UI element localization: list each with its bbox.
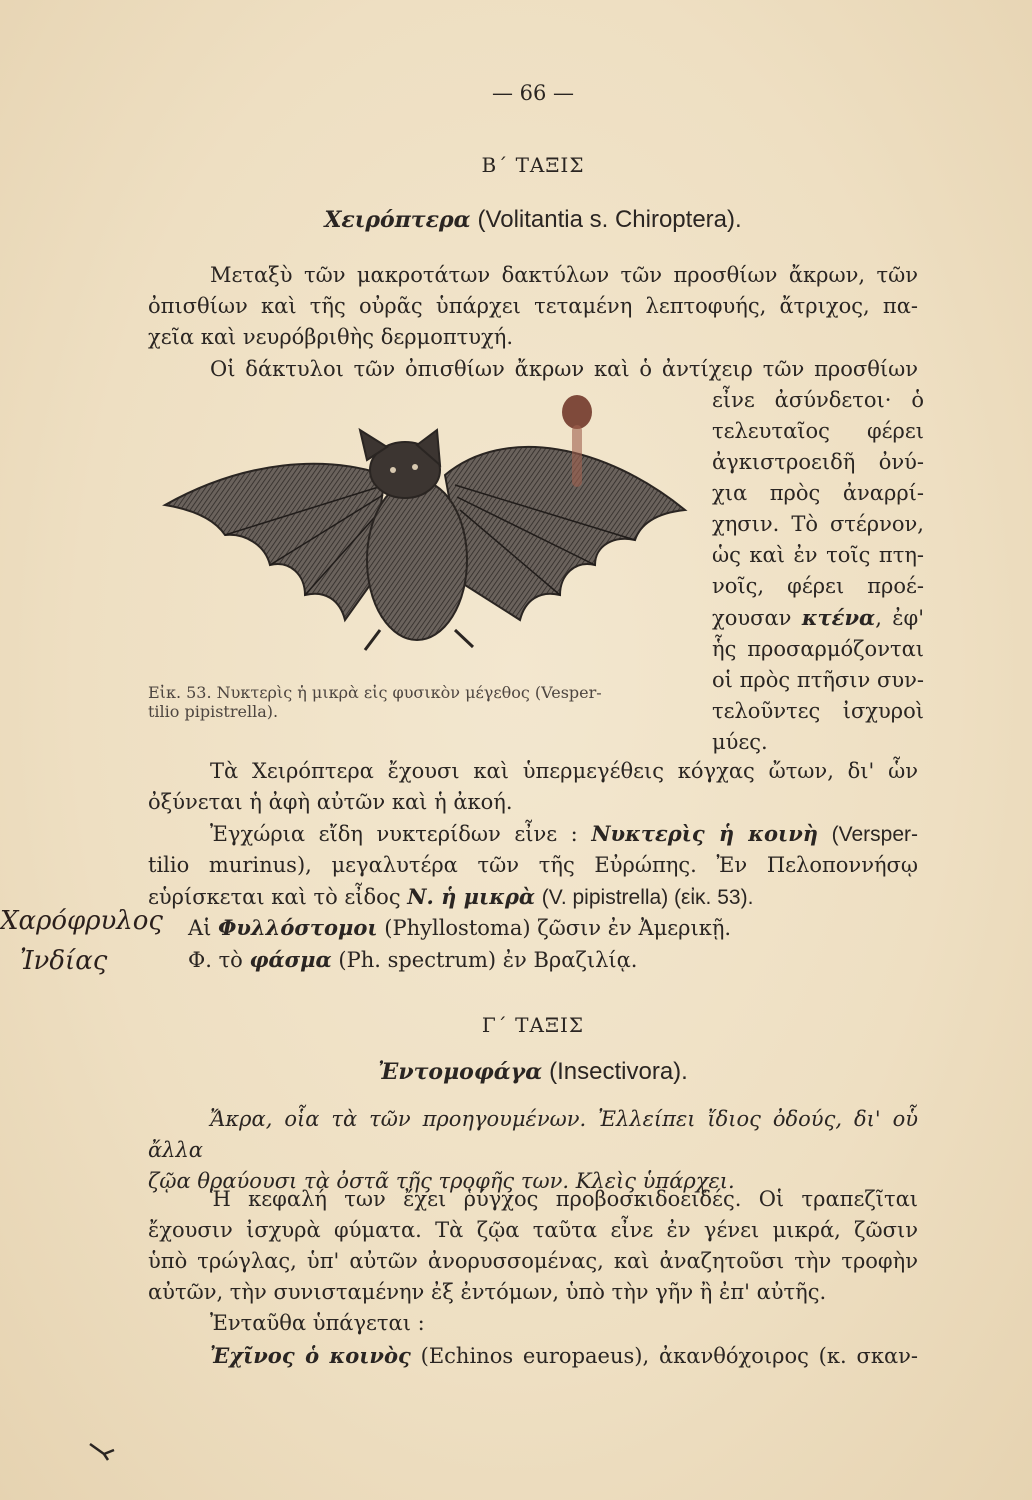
title-latin: (Insectivora). [549, 1058, 688, 1085]
ink-stain [562, 395, 592, 429]
pencil-mark [88, 1440, 118, 1462]
text-line [148, 944, 918, 976]
paragraph-ears [148, 756, 918, 818]
paragraph-hedgehog [148, 1340, 918, 1372]
text-line: ὀξύνεται ἡ ἀφὴ αὐτῶν καὶ ἡ ἀκοή. [148, 790, 513, 814]
paragraph-fingers-side [712, 385, 924, 758]
text-line: ἧς προσαρμόζονται [712, 637, 924, 661]
text-line: Ἄκρα, οἷα τὰ τῶν προηγουμένων. Ἐλλείπει ἴδιος ὀδούς, δι' οὗ ἄλλα [148, 1107, 918, 1162]
caption-line: Εἰκ. 53. Νυκτερὶς ἡ μικρὰ εἰς φυσικὸν μέγεθος (Vesper- [148, 683, 602, 702]
paragraph-included [148, 1308, 918, 1339]
species-name: φάσμα [249, 947, 332, 972]
text-line: τελοῦντες ἰσχυροὶ [712, 699, 924, 723]
text-line: ζῷα θραύουσι τὰ ὀστᾶ τῆς τροφῆς των. Κλεὶς ὑπάρχει. [148, 1169, 735, 1193]
bat-body [367, 480, 467, 640]
species-name: Νυκτερὶς ἡ κοινὴ [591, 821, 819, 846]
text-line [148, 912, 918, 944]
text-line [712, 602, 924, 634]
title-latin: (Volitantia s. Chiroptera). [477, 206, 742, 233]
title-greek: Ἐντομοφάγα [378, 1059, 543, 1085]
text-fragment: Ἐγχώρια εἴδη νυκτερίδων εἶνε : [210, 822, 578, 846]
section-heading-b: Β΄ ΤΑΞΙΣ [481, 153, 585, 177]
bat-illustration [155, 385, 695, 685]
text-line: ὀπισθίων καὶ τῆς οὐρᾶς ὑπάρχει τεταμένη λεπτοφυής, ἄτριχος, πα- [148, 294, 918, 318]
title-greek: Χειρόπτερα [324, 207, 471, 233]
text-line: ὡς καὶ ἐν τοῖς πτη- [712, 543, 924, 567]
paragraph-membrane [148, 260, 918, 353]
text-fragment: (Echinos europaeus), ἀκανθόχοιρος (κ. σκαν- [420, 1344, 918, 1368]
text-fragment: Αἱ [188, 916, 212, 940]
figure-caption [148, 683, 708, 721]
text-line [148, 881, 918, 913]
latin-name: (Versper- [831, 823, 918, 846]
text-fragment: εὑρίσκεται καὶ τὸ εἶδος [148, 885, 401, 909]
handwritten-note-line2: Ἰνδίας [20, 946, 108, 976]
text-line: Ἐνταῦθα ὑπάγεται : [210, 1311, 425, 1335]
text-line: ἔχουσιν ἰσχυρὰ φύματα. Τὰ ζῷα ταῦτα εἶνε ἐν γένει μικρά, ζῶσιν [148, 1218, 918, 1242]
text-line: Μεταξὺ τῶν μακροτάτων δακτύλων τῶν προσθίων ἄκρων, τῶν [210, 263, 918, 287]
text-fragment: , ἐφ' [875, 606, 924, 630]
page-number: — 66 — [491, 81, 575, 105]
text-line: μύες. [712, 730, 768, 754]
term-ktena: κτένα [801, 605, 876, 630]
text-line: Τὰ Χειρόπτερα ἔχουσι καὶ ὑπερμεγέθεις κόγχας ὤτων, δι' ὧν [210, 759, 918, 783]
species-name: Φυλλόστομοι [218, 915, 378, 940]
caption-line: tilio pipistrella). [148, 702, 279, 721]
text-line: tilio murinus), μεγαλυτέρα τῶν τῆς Εὐρώπης. Ἐν Πελοποννήσῳ [148, 853, 918, 877]
paragraph-local-species [148, 818, 918, 913]
text-line [148, 1340, 918, 1372]
text-line: οἱ πρὸς πτῆσιν συν- [712, 668, 924, 692]
text-fragment: Φ. τὸ [188, 948, 243, 972]
text-line: Ἡ κεφαλή των ἔχει ῥύγχος προβοσκιδοειδές. Οἱ τραπεζῖται [210, 1187, 918, 1211]
text-line: Οἱ δάκτυλοι τῶν ὀπισθίων ἄκρων καὶ ὁ ἀντίχειρ τῶν προσθίων [210, 357, 918, 381]
section-title-insectivora [148, 1056, 918, 1088]
ink-drip [572, 425, 582, 487]
bat-right-wing [445, 447, 685, 620]
paragraph-fingers-first-line [148, 354, 918, 385]
text-line: ἀγκιστροειδῆ ὀνύ- [712, 450, 924, 474]
text-line: εἶνε ἀσύνδετοι· ὁ [712, 388, 924, 412]
text-line: αὐτῶν, τὴν συνισταμένην ἐξ ἐντόμων, ὑπὸ τὴν γῆν ἢ ἐπ' αὐτῆς. [148, 1280, 827, 1304]
text-fragment: (Ph. spectrum) ἐν Βραζιλίᾳ. [338, 948, 638, 972]
species-name: Ν. ἡ μικρὰ [407, 884, 536, 909]
text-line: ὑπὸ τρώγλας, ὑπ' αὐτῶν ἀνορυσσομένας, καὶ ἀναζητοῦσι τὴν τροφὴν [148, 1249, 918, 1273]
text-fragment: (Phyllostoma) ζῶσιν ἐν Ἀμερικῇ. [384, 916, 732, 940]
latin-name: (V. pipistrella) (εἰκ. 53). [541, 886, 754, 909]
text-line: χια πρὸς ἀναρρί- [712, 481, 924, 505]
paragraph-head-snout [148, 1184, 918, 1308]
paragraph-phyllostoma [148, 912, 918, 976]
text-line [148, 818, 918, 850]
section-title-chiroptera [148, 204, 918, 236]
text-line: νοῖς, φέρει προέ- [712, 574, 924, 598]
text-line: χησιν. Τὸ στέρνον, [712, 512, 924, 536]
text-line: χεῖα καὶ νευρόβριθὴς δερμοπτυχή. [148, 325, 514, 349]
handwritten-note-line1: Χαρόφρυλος [0, 906, 163, 936]
text-fragment: χουσαν [712, 606, 792, 630]
text-line: τελευταῖος φέρει [712, 419, 924, 443]
section-heading-c: Γ΄ ΤΑΞΙΣ [481, 1013, 585, 1037]
species-name: Ἐχῖνος ὁ κοινὸς [210, 1343, 411, 1368]
